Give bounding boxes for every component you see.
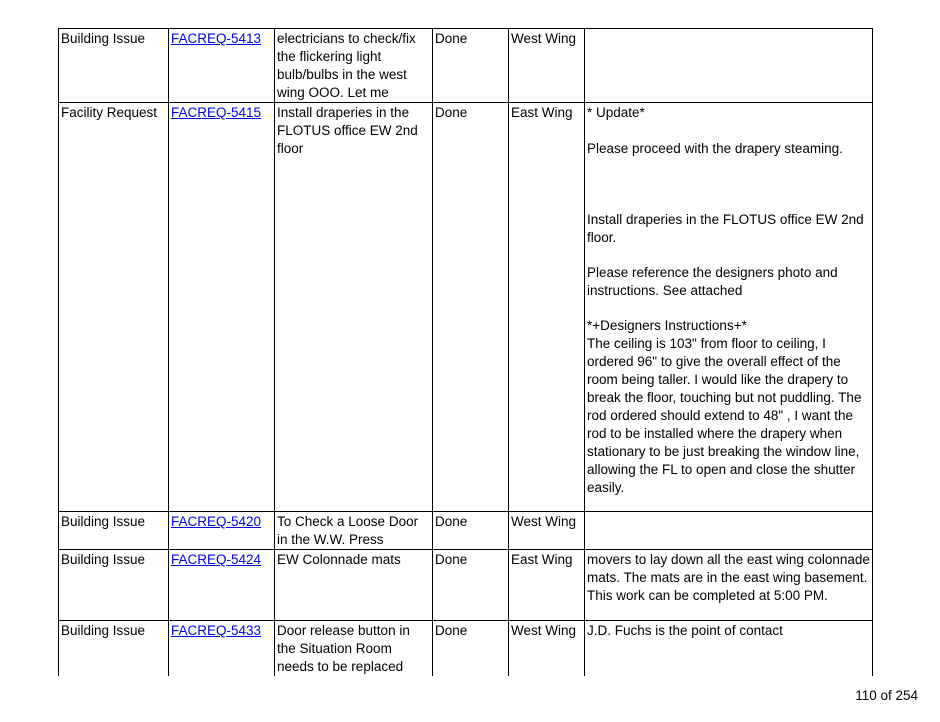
request-notes (585, 103, 873, 512)
request-summary: electricians to check/fix the flickering light bulb/bulbs in the west wing OOO. Let me (275, 29, 433, 103)
request-id-link[interactable]: FACREQ-5420 (171, 514, 262, 529)
request-location: East Wing (509, 550, 585, 621)
facility-requests-table (58, 28, 873, 676)
request-type: Building Issue (59, 512, 169, 550)
request-type: Building Issue (59, 621, 169, 677)
request-status: Done (433, 550, 509, 621)
request-summary: To Check a Loose Door in the W.W. Press (275, 512, 433, 550)
request-id-cell (169, 29, 275, 103)
table-row (59, 103, 873, 512)
request-id-link[interactable]: FACREQ-5433 (171, 623, 262, 638)
request-location: West Wing (509, 512, 585, 550)
table-row (59, 512, 873, 550)
request-summary: EW Colonnade mats (275, 550, 433, 621)
table-row (59, 29, 873, 103)
request-id-cell (169, 512, 275, 550)
request-id-link[interactable]: FACREQ-5415 (171, 105, 262, 120)
request-status: Done (433, 29, 509, 103)
request-id-link[interactable]: FACREQ-5424 (171, 552, 262, 567)
request-id-cell (169, 103, 275, 512)
note-paragraph: Please reference the designers photo and instructions. See attached (587, 265, 838, 298)
request-id-cell (169, 621, 275, 677)
request-status: Done (433, 512, 509, 550)
request-location: East Wing (509, 103, 585, 512)
request-id-cell (169, 550, 275, 621)
request-status: Done (433, 103, 509, 512)
request-type: Facility Request (59, 103, 169, 512)
note-paragraph: Install draperies in the FLOTUS office EW 2nd floor. (587, 212, 864, 245)
request-status: Done (433, 621, 509, 677)
table-row (59, 621, 873, 677)
request-notes: movers to lay down all the east wing colonnade mats. The mats are in the east wing basement. This work can be completed at 5:00 PM. (585, 550, 873, 621)
request-summary: Door release button in the Situation Room needs to be replaced (275, 621, 433, 677)
request-location: West Wing (509, 29, 585, 103)
page-number: 110 of 254 (855, 688, 918, 703)
note-paragraph: Please proceed with the drapery steaming. (587, 141, 843, 156)
request-type: Building Issue (59, 550, 169, 621)
request-notes (585, 29, 873, 103)
note-designers-heading: *+Designers Instructions+* (587, 318, 747, 333)
request-location: West Wing (509, 621, 585, 677)
table-row (59, 550, 873, 621)
request-notes (585, 512, 873, 550)
request-notes: J.D. Fuchs is the point of contact (585, 621, 873, 677)
note-update-heading: * Update* (587, 105, 645, 120)
note-designers-instructions: The ceiling is 103" from floor to ceiling, I ordered 96" to give the overall effect of the room being taller. I would like the drapery to break the floor, touching but not puddling. The rod ordered should extend to 48" , I want the rod to be installed where the drapery when stationary to be just breaking the window line, allowing the FL to open and close the shutter easily. (587, 336, 862, 495)
request-summary: Install draperies in the FLOTUS office EW 2nd floor (275, 103, 433, 512)
request-type: Building Issue (59, 29, 169, 103)
request-id-link[interactable]: FACREQ-5413 (171, 31, 262, 46)
